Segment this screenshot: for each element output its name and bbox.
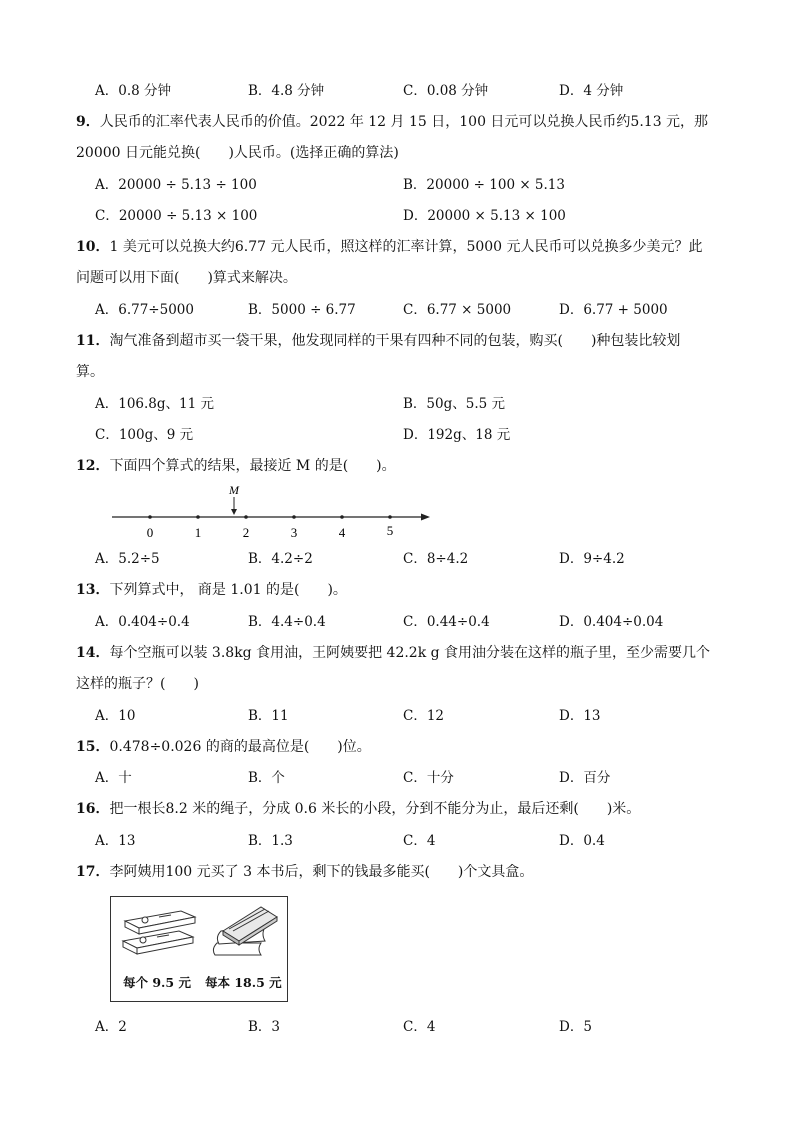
q13-option-d[interactable]: D．0.404÷0.04 [559,614,664,630]
q9-number: 9． [76,114,100,130]
q12-text-1: 下面四个算式的结果，最接近 M 的是( )。 [109,458,396,474]
q10-text-1: 1 美元可以兑换大约6.77 元人民币，照这样的汇率计算，5000 元人民币可以兑换多少美元？此 [109,239,703,255]
q12-option-a[interactable]: A．5.2÷5 [95,551,160,567]
number-line-figure [108,478,438,548]
q17-option-c[interactable]: C．4 [403,1019,436,1035]
q17-stem-line1 [76,862,533,882]
q17-option-a[interactable]: A．2 [95,1019,127,1035]
q9-option-a[interactable]: A．20000 ÷ 5.13 ÷ 100 [95,177,257,193]
q9-option-c[interactable]: C．20000 ÷ 5.13 × 100 [95,208,258,224]
q17-option-d[interactable]: D．5 [559,1019,592,1035]
q17-text-1: 李阿姨用100 元买了 3 本书后，剩下的钱最多能买( )个文具盒。 [109,864,534,880]
q13-number: 13． [76,582,110,598]
q10-option-c[interactable]: C．6.77 × 5000 [403,302,512,318]
q15-stem-line1 [76,737,371,757]
q14-stem-line2: 这样的瓶子？( ) [76,676,199,692]
q15-option-a[interactable]: A．十 [95,770,132,786]
q14-option-d[interactable]: D．13 [559,708,601,724]
book-price-label: 每本 18.5 元 [205,975,282,990]
q12-option-d[interactable]: D．9÷4.2 [559,551,625,567]
q8-option-b[interactable]: B．4.8 分钟 [248,83,325,99]
q9-stem-line1 [76,112,708,132]
q11-option-c[interactable]: C．100g、9 元 [95,427,194,443]
q12-number: 12． [76,458,110,474]
tick-label-3: 3 [290,525,298,540]
q16-number: 16． [76,801,110,817]
q11-stem-line1 [76,331,680,351]
q11-option-d[interactable]: D．192g、18 元 [403,427,511,443]
q9-option-d[interactable]: D．20000 × 5.13 × 100 [403,208,566,224]
q10-number: 10． [76,239,110,255]
tick-dot-2 [244,515,248,519]
q10-stem-line1 [76,237,703,257]
q9-text-1: 人民币的汇率代表人民币的价值。2022 年 12 月 15 日，100 日元可以兑换人民币约5.13 元，那 [99,114,709,130]
q11-stem-line2: 算。 [76,364,104,380]
tick-dot-3 [292,515,296,519]
pencil-box-price-label: 每个 9.5 元 [123,975,191,990]
tick-dot-4 [340,515,344,519]
q14-option-c[interactable]: C．12 [403,708,445,724]
q14-number: 14． [76,645,110,661]
q14-text-1: 每个空瓶可以装 3.8kg 食用油，王阿姨要把 42.2k g 食用油分装在这样的瓶子里，至少需要几个 [109,645,711,661]
pencil-box-icon [123,911,195,954]
q10-option-b[interactable]: B．5000 ÷ 6.77 [248,302,356,318]
q16-option-c[interactable]: C．4 [403,833,436,849]
q15-option-b[interactable]: B．个 [248,770,285,786]
q16-option-a[interactable]: A．13 [95,833,136,849]
tick-dot-5 [388,515,392,519]
q13-option-a[interactable]: A．0.404÷0.4 [95,614,190,630]
stationery-illustration [111,897,287,967]
q13-option-c[interactable]: C．0.44÷0.4 [403,614,490,630]
down-arrow-icon [231,509,237,515]
q14-option-b[interactable]: B．11 [248,708,289,724]
q14-stem-line1 [76,643,710,663]
q12-option-c[interactable]: C．8÷4.2 [403,551,469,567]
q12-option-b[interactable]: B．4.2÷2 [248,551,313,567]
tick-label-2: 2 [242,525,250,540]
q17-option-b[interactable]: B．3 [248,1019,281,1035]
q10-stem-line2: 问题可以用下面( )算式来解决。 [76,270,297,286]
q12-stem-line1 [76,456,396,476]
q16-stem-line1 [76,799,640,819]
marker-m-label: M [229,483,239,497]
q13-option-b[interactable]: B．4.4÷0.4 [248,614,326,630]
q15-option-d[interactable]: D．百分 [559,770,611,786]
q16-option-d[interactable]: D．0.4 [559,833,605,849]
tick-label-0: 0 [146,525,154,540]
books-icon [213,907,277,955]
q11-option-b[interactable]: B．50g、5.5 元 [403,396,506,412]
arrow-head-icon [421,514,430,521]
q15-option-c[interactable]: C．十分 [403,770,454,786]
q11-number: 11． [76,333,110,349]
q17-number: 17． [76,864,110,880]
q8-option-d[interactable]: D．4 分钟 [559,83,624,99]
stationery-price-figure [110,896,288,1002]
q10-option-a[interactable]: A．6.77÷5000 [95,302,194,318]
q15-number: 15． [76,739,110,755]
tick-dot-1 [196,515,200,519]
q10-option-d[interactable]: D．6.77 + 5000 [559,302,668,318]
q13-stem-line1 [76,580,347,600]
tick-label-5: 5 [386,523,394,538]
tick-label-1: 1 [194,525,202,540]
q13-text-1: 下列算式中， 商是 1.01 的是( )。 [109,582,347,598]
q16-text-1: 把一根长8.2 米的绳子，分成 0.6 米长的小段，分到不能分为止，最后还剩( )米。 [109,801,641,817]
q16-option-b[interactable]: B．1.3 [248,833,293,849]
q9-stem-line2: 20000 日元能兑换( )人民币。(选择正确的算法) [76,145,399,161]
q8-option-c[interactable]: C．0.08 分钟 [403,83,489,99]
q9-option-b[interactable]: B．20000 ÷ 100 × 5.13 [403,177,565,193]
tick-label-4: 4 [338,525,346,540]
q11-text-1: 淘气准备到超市买一袋干果，他发现同样的干果有四种不同的包装，购买( )种包装比较划 [109,333,681,349]
q15-text-1: 0.478÷0.026 的商的最高位是( )位。 [109,739,371,755]
q11-option-a[interactable]: A．106.8g、11 元 [95,396,215,412]
tick-dot-0 [148,515,152,519]
q14-option-a[interactable]: A．10 [95,708,136,724]
q8-option-a[interactable]: A．0.8 分钟 [95,83,172,99]
